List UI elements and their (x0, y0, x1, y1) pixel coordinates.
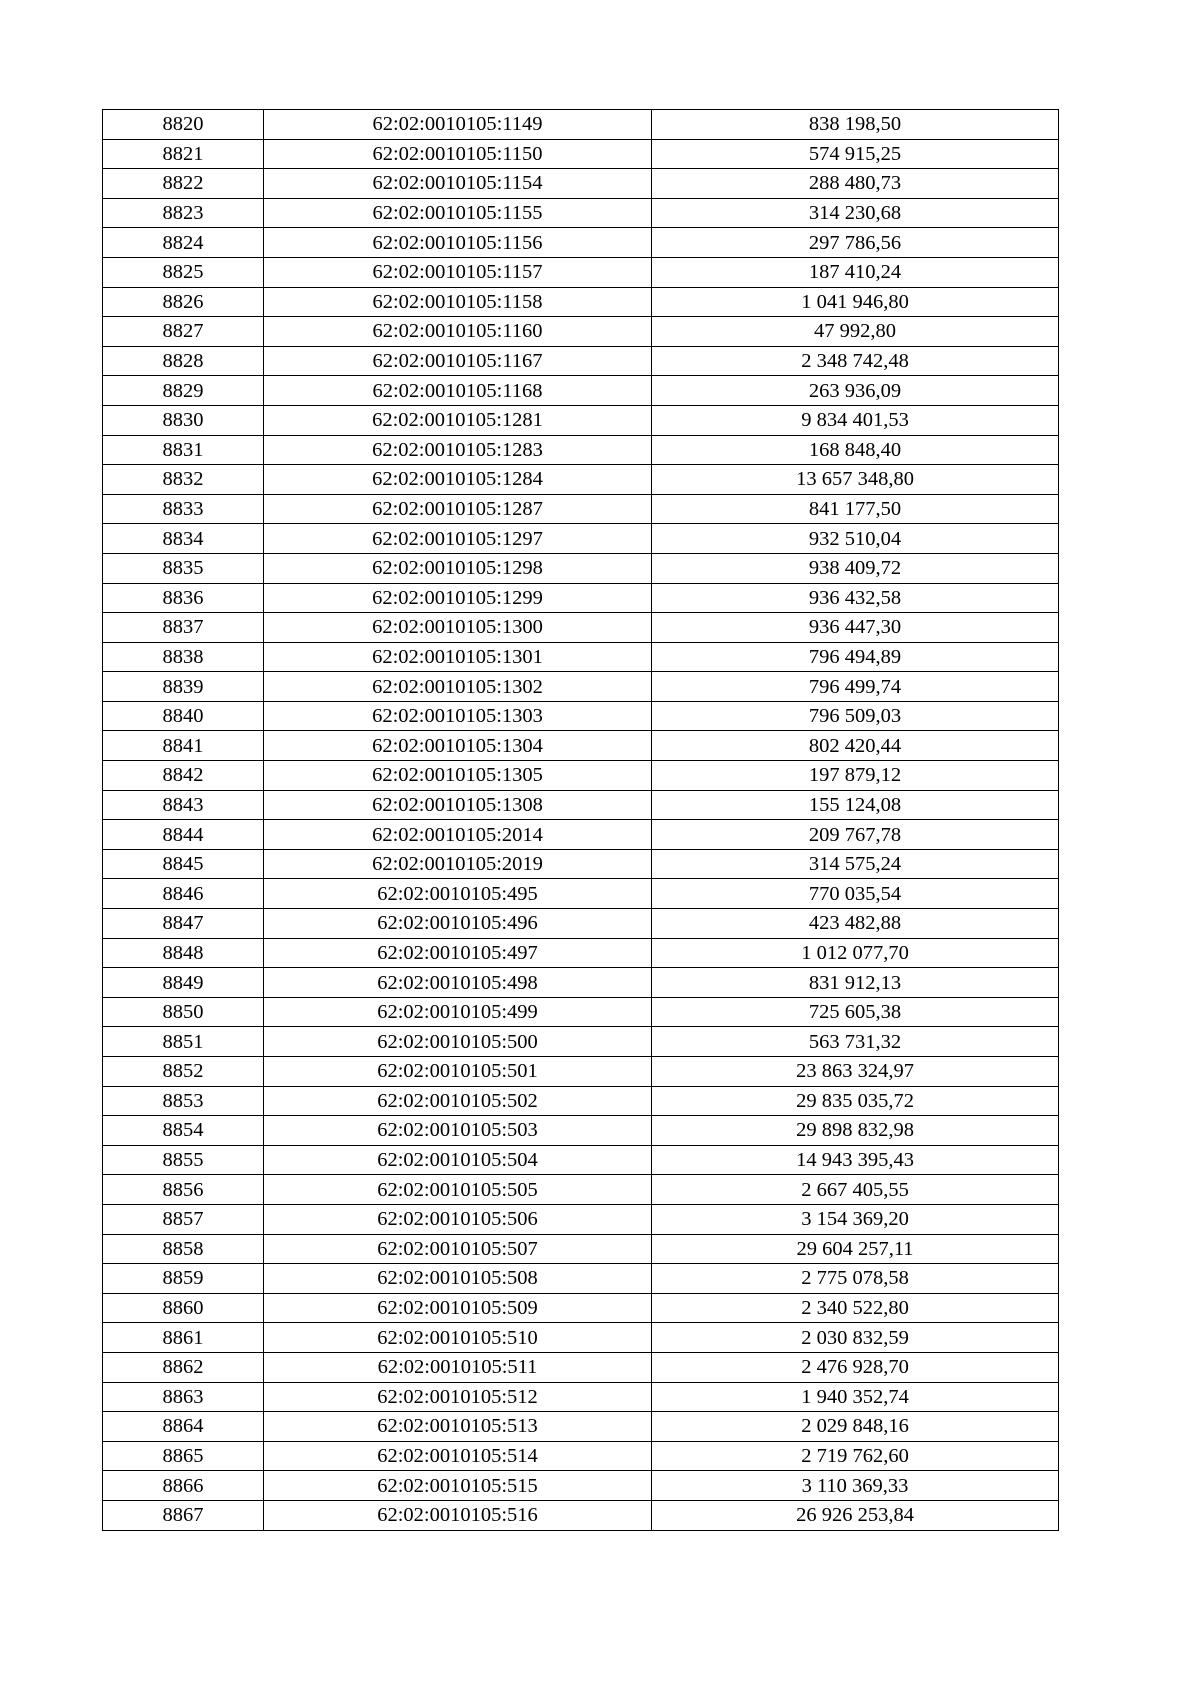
cadastral-number-cell: 62:02:0010105:1287 (264, 494, 652, 524)
row-number-cell: 8845 (103, 849, 264, 879)
table-row (103, 494, 1059, 524)
table-row (103, 139, 1059, 169)
cadastral-number-cell: 62:02:0010105:512 (264, 1382, 652, 1412)
cadastral-value-cell: 796 499,74 (652, 672, 1059, 702)
table-row (103, 1352, 1059, 1382)
row-number-cell: 8821 (103, 139, 264, 169)
cadastral-number-cell: 62:02:0010105:498 (264, 968, 652, 998)
row-number-cell: 8846 (103, 879, 264, 909)
cadastral-number-cell: 62:02:0010105:1156 (264, 228, 652, 258)
cadastral-number-cell: 62:02:0010105:513 (264, 1412, 652, 1442)
cadastral-number-cell: 62:02:0010105:511 (264, 1352, 652, 1382)
table-row (103, 1382, 1059, 1412)
table-row (103, 1412, 1059, 1442)
table-row (103, 642, 1059, 672)
row-number-cell: 8854 (103, 1116, 264, 1146)
cadastral-value-cell: 1 012 077,70 (652, 938, 1059, 968)
cadastral-value-cell: 574 915,25 (652, 139, 1059, 169)
cadastral-number-cell: 62:02:0010105:1155 (264, 198, 652, 228)
table-row (103, 790, 1059, 820)
row-number-cell: 8826 (103, 287, 264, 317)
cadastral-value-cell: 29 898 832,98 (652, 1116, 1059, 1146)
row-number-cell: 8855 (103, 1145, 264, 1175)
cadastral-value-cell: 838 198,50 (652, 110, 1059, 140)
row-number-cell: 8823 (103, 198, 264, 228)
row-number-cell: 8863 (103, 1382, 264, 1412)
row-number-cell: 8824 (103, 228, 264, 258)
table-row (103, 524, 1059, 554)
table-row (103, 1086, 1059, 1116)
cadastral-value-cell: 155 124,08 (652, 790, 1059, 820)
cadastral-value-cell: 209 767,78 (652, 820, 1059, 850)
cadastral-value-cell: 168 848,40 (652, 435, 1059, 465)
cadastral-number-cell: 62:02:0010105:500 (264, 1027, 652, 1057)
cadastral-number-cell: 62:02:0010105:1305 (264, 761, 652, 791)
row-number-cell: 8842 (103, 761, 264, 791)
row-number-cell: 8852 (103, 1057, 264, 1087)
cadastral-number-cell: 62:02:0010105:507 (264, 1234, 652, 1264)
table-body (103, 110, 1059, 1531)
cadastral-value-cell: 2 030 832,59 (652, 1323, 1059, 1353)
cadastral-number-cell: 62:02:0010105:506 (264, 1204, 652, 1234)
cadastral-number-cell: 62:02:0010105:1283 (264, 435, 652, 465)
cadastral-number-cell: 62:02:0010105:496 (264, 909, 652, 939)
row-number-cell: 8857 (103, 1204, 264, 1234)
table-row (103, 701, 1059, 731)
cadastral-value-cell: 187 410,24 (652, 257, 1059, 287)
table-row (103, 1293, 1059, 1323)
cadastral-value-cell: 932 510,04 (652, 524, 1059, 554)
row-number-cell: 8850 (103, 997, 264, 1027)
row-number-cell: 8867 (103, 1500, 264, 1530)
cadastral-value-cell: 29 604 257,11 (652, 1234, 1059, 1264)
row-number-cell: 8829 (103, 376, 264, 406)
cadastral-number-cell: 62:02:0010105:509 (264, 1293, 652, 1323)
table-row (103, 997, 1059, 1027)
cadastral-value-cell: 1 940 352,74 (652, 1382, 1059, 1412)
cadastral-value-cell: 563 731,32 (652, 1027, 1059, 1057)
table-row (103, 376, 1059, 406)
table-row (103, 435, 1059, 465)
table-row (103, 731, 1059, 761)
cadastral-number-cell: 62:02:0010105:515 (264, 1471, 652, 1501)
cadastral-value-cell: 423 482,88 (652, 909, 1059, 939)
cadastral-number-cell: 62:02:0010105:1302 (264, 672, 652, 702)
cadastral-number-cell: 62:02:0010105:508 (264, 1264, 652, 1294)
cadastral-number-cell: 62:02:0010105:499 (264, 997, 652, 1027)
table-row (103, 1175, 1059, 1205)
cadastral-value-cell: 936 432,58 (652, 583, 1059, 613)
cadastral-number-cell: 62:02:0010105:503 (264, 1116, 652, 1146)
cadastral-number-cell: 62:02:0010105:1299 (264, 583, 652, 613)
row-number-cell: 8847 (103, 909, 264, 939)
row-number-cell: 8856 (103, 1175, 264, 1205)
table-row (103, 1264, 1059, 1294)
cadastral-value-cell: 288 480,73 (652, 169, 1059, 199)
cadastral-value-cell: 2 719 762,60 (652, 1441, 1059, 1471)
table-row (103, 1027, 1059, 1057)
cadastral-value-cell: 2 029 848,16 (652, 1412, 1059, 1442)
table-row (103, 257, 1059, 287)
cadastral-number-cell: 62:02:0010105:1154 (264, 169, 652, 199)
cadastral-number-cell: 62:02:0010105:504 (264, 1145, 652, 1175)
row-number-cell: 8836 (103, 583, 264, 613)
cadastral-value-cell: 197 879,12 (652, 761, 1059, 791)
cadastral-value-cell: 23 863 324,97 (652, 1057, 1059, 1087)
cadastral-value-cell: 2 667 405,55 (652, 1175, 1059, 1205)
table-row (103, 1204, 1059, 1234)
cadastral-number-cell: 62:02:0010105:1160 (264, 317, 652, 347)
row-number-cell: 8864 (103, 1412, 264, 1442)
table-row (103, 909, 1059, 939)
row-number-cell: 8861 (103, 1323, 264, 1353)
table-row (103, 1116, 1059, 1146)
row-number-cell: 8828 (103, 346, 264, 376)
row-number-cell: 8822 (103, 169, 264, 199)
cadastral-value-cell: 802 420,44 (652, 731, 1059, 761)
table-row (103, 672, 1059, 702)
cadastral-number-cell: 62:02:0010105:1157 (264, 257, 652, 287)
table-row (103, 583, 1059, 613)
row-number-cell: 8833 (103, 494, 264, 524)
cadastral-number-cell: 62:02:0010105:497 (264, 938, 652, 968)
cadastral-number-cell: 62:02:0010105:1297 (264, 524, 652, 554)
cadastral-value-cell: 3 110 369,33 (652, 1471, 1059, 1501)
cadastral-number-cell: 62:02:0010105:505 (264, 1175, 652, 1205)
table-row (103, 879, 1059, 909)
cadastral-value-cell: 841 177,50 (652, 494, 1059, 524)
row-number-cell: 8843 (103, 790, 264, 820)
cadastral-number-cell: 62:02:0010105:1298 (264, 553, 652, 583)
table-row (103, 1471, 1059, 1501)
cadastral-number-cell: 62:02:0010105:1158 (264, 287, 652, 317)
cadastral-number-cell: 62:02:0010105:1300 (264, 613, 652, 643)
cadastral-number-cell: 62:02:0010105:501 (264, 1057, 652, 1087)
cadastral-number-cell: 62:02:0010105:510 (264, 1323, 652, 1353)
table-row (103, 938, 1059, 968)
table-row (103, 169, 1059, 199)
row-number-cell: 8820 (103, 110, 264, 140)
cadastral-value-cell: 26 926 253,84 (652, 1500, 1059, 1530)
cadastral-value-cell: 314 575,24 (652, 849, 1059, 879)
cadastral-value-cell: 2 340 522,80 (652, 1293, 1059, 1323)
table-row (103, 110, 1059, 140)
table-row (103, 1500, 1059, 1530)
table-row (103, 287, 1059, 317)
cadastral-value-cell: 831 912,13 (652, 968, 1059, 998)
cadastral-number-cell: 62:02:0010105:502 (264, 1086, 652, 1116)
cadastral-value-cell: 47 992,80 (652, 317, 1059, 347)
cadastral-number-cell: 62:02:0010105:514 (264, 1441, 652, 1471)
row-number-cell: 8862 (103, 1352, 264, 1382)
row-number-cell: 8848 (103, 938, 264, 968)
row-number-cell: 8838 (103, 642, 264, 672)
table-row (103, 553, 1059, 583)
table-row (103, 968, 1059, 998)
cadastral-value-cell: 725 605,38 (652, 997, 1059, 1027)
cadastral-number-cell: 62:02:0010105:1168 (264, 376, 652, 406)
cadastral-value-table (102, 109, 1059, 1531)
row-number-cell: 8859 (103, 1264, 264, 1294)
row-number-cell: 8830 (103, 405, 264, 435)
cadastral-number-cell: 62:02:0010105:1303 (264, 701, 652, 731)
cadastral-value-cell: 2 476 928,70 (652, 1352, 1059, 1382)
table-row (103, 761, 1059, 791)
table-row (103, 346, 1059, 376)
table-row (103, 317, 1059, 347)
row-number-cell: 8834 (103, 524, 264, 554)
row-number-cell: 8840 (103, 701, 264, 731)
cadastral-number-cell: 62:02:0010105:1149 (264, 110, 652, 140)
cadastral-value-cell: 796 494,89 (652, 642, 1059, 672)
row-number-cell: 8837 (103, 613, 264, 643)
cadastral-number-cell: 62:02:0010105:1308 (264, 790, 652, 820)
cadastral-number-cell: 62:02:0010105:495 (264, 879, 652, 909)
table-row (103, 613, 1059, 643)
table-row (103, 1323, 1059, 1353)
cadastral-value-cell: 770 035,54 (652, 879, 1059, 909)
cadastral-value-cell: 29 835 035,72 (652, 1086, 1059, 1116)
cadastral-value-cell: 297 786,56 (652, 228, 1059, 258)
cadastral-number-cell: 62:02:0010105:2019 (264, 849, 652, 879)
cadastral-number-cell: 62:02:0010105:1150 (264, 139, 652, 169)
cadastral-value-cell: 2 775 078,58 (652, 1264, 1059, 1294)
row-number-cell: 8849 (103, 968, 264, 998)
row-number-cell: 8825 (103, 257, 264, 287)
row-number-cell: 8841 (103, 731, 264, 761)
cadastral-value-cell: 936 447,30 (652, 613, 1059, 643)
row-number-cell: 8851 (103, 1027, 264, 1057)
table-row (103, 1145, 1059, 1175)
cadastral-value-cell: 3 154 369,20 (652, 1204, 1059, 1234)
table-row (103, 198, 1059, 228)
row-number-cell: 8835 (103, 553, 264, 583)
table-row (103, 465, 1059, 495)
table-row (103, 1234, 1059, 1264)
table-row (103, 849, 1059, 879)
cadastral-value-cell: 2 348 742,48 (652, 346, 1059, 376)
table-row (103, 1441, 1059, 1471)
row-number-cell: 8860 (103, 1293, 264, 1323)
row-number-cell: 8831 (103, 435, 264, 465)
cadastral-number-cell: 62:02:0010105:2014 (264, 820, 652, 850)
cadastral-value-cell: 9 834 401,53 (652, 405, 1059, 435)
cadastral-value-cell: 314 230,68 (652, 198, 1059, 228)
row-number-cell: 8844 (103, 820, 264, 850)
table-row (103, 1057, 1059, 1087)
cadastral-value-cell: 13 657 348,80 (652, 465, 1059, 495)
row-number-cell: 8839 (103, 672, 264, 702)
row-number-cell: 8858 (103, 1234, 264, 1264)
cadastral-value-cell: 938 409,72 (652, 553, 1059, 583)
cadastral-value-cell: 1 041 946,80 (652, 287, 1059, 317)
cadastral-value-cell: 796 509,03 (652, 701, 1059, 731)
table-row (103, 820, 1059, 850)
cadastral-number-cell: 62:02:0010105:1281 (264, 405, 652, 435)
row-number-cell: 8832 (103, 465, 264, 495)
cadastral-value-cell: 14 943 395,43 (652, 1145, 1059, 1175)
cadastral-number-cell: 62:02:0010105:1167 (264, 346, 652, 376)
cadastral-number-cell: 62:02:0010105:1301 (264, 642, 652, 672)
cadastral-value-cell: 263 936,09 (652, 376, 1059, 406)
row-number-cell: 8866 (103, 1471, 264, 1501)
cadastral-number-cell: 62:02:0010105:1304 (264, 731, 652, 761)
table-row (103, 405, 1059, 435)
row-number-cell: 8827 (103, 317, 264, 347)
cadastral-number-cell: 62:02:0010105:516 (264, 1500, 652, 1530)
table-row (103, 228, 1059, 258)
row-number-cell: 8865 (103, 1441, 264, 1471)
row-number-cell: 8853 (103, 1086, 264, 1116)
cadastral-number-cell: 62:02:0010105:1284 (264, 465, 652, 495)
